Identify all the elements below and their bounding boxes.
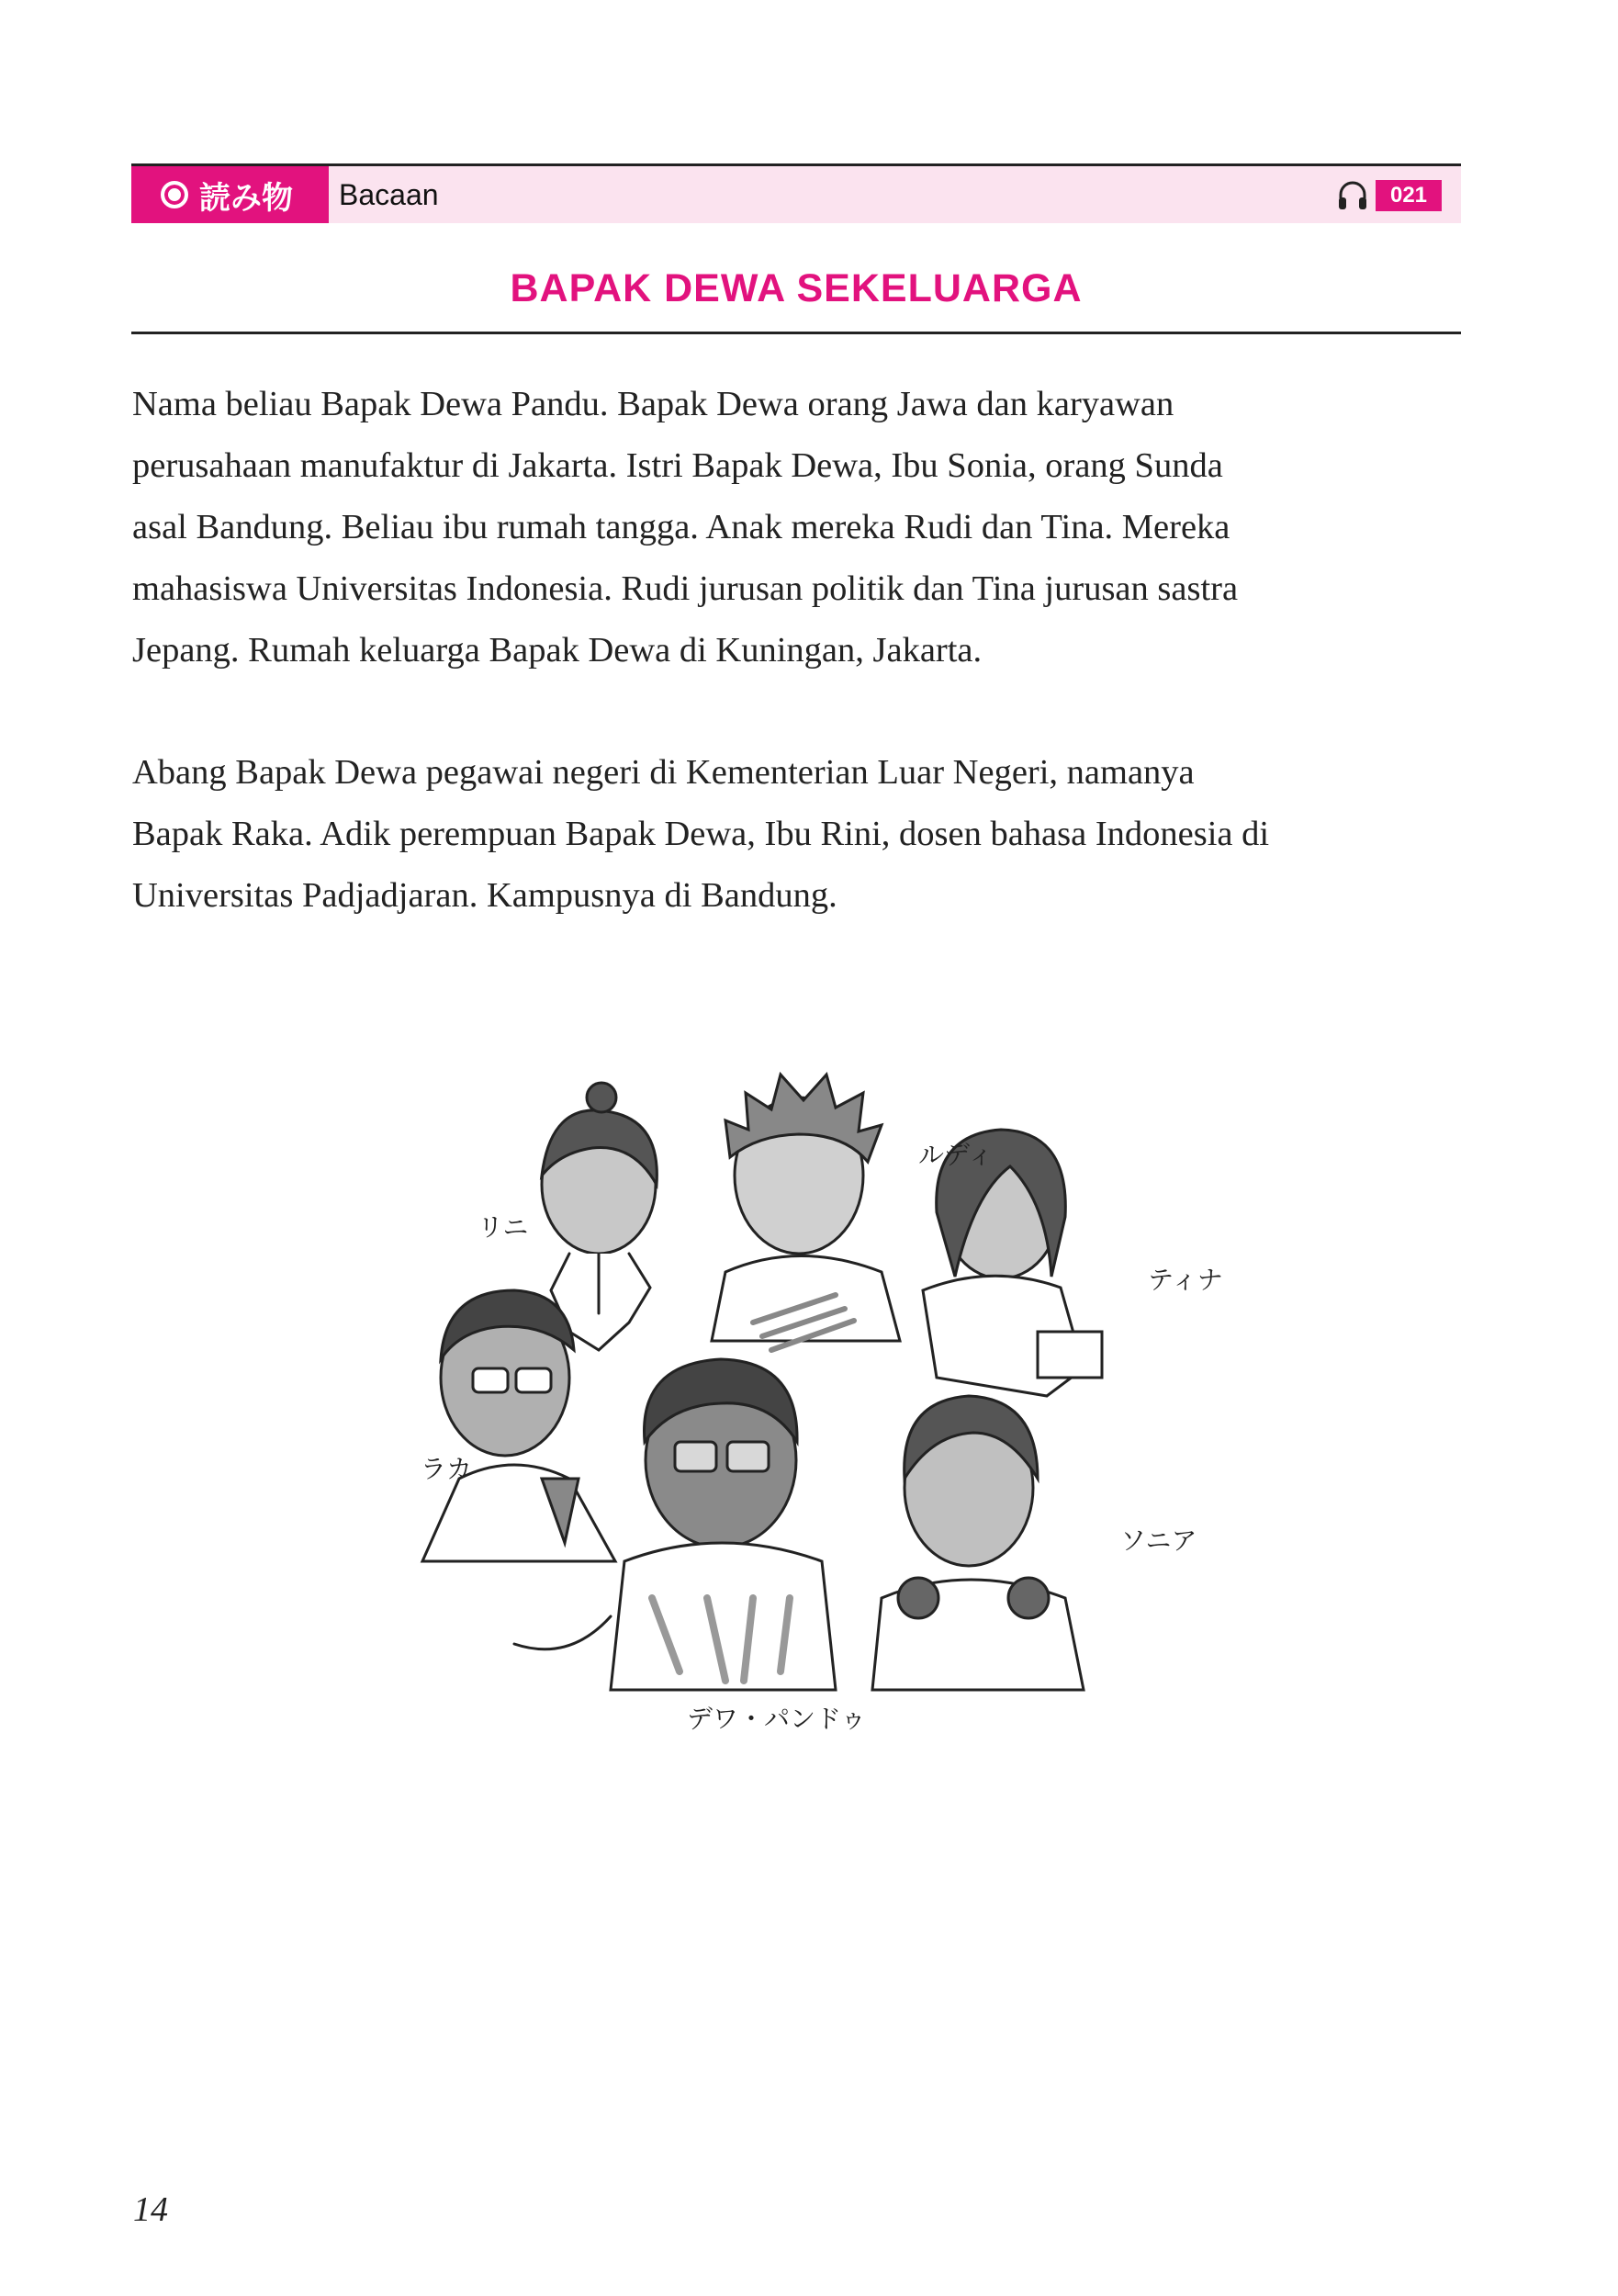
section-label: Bacaan	[339, 178, 439, 211]
text-line: perusahaan manufaktur di Jakarta. Istri Bapak Dewa, Ibu Sonia, orang Sunda	[132, 446, 1223, 485]
title-divider	[131, 332, 1461, 334]
page-number: 14	[133, 2190, 168, 2229]
text-line: Nama beliau Bapak Dewa Pandu. Bapak Dewa orang Jawa dan karyawan	[132, 385, 1174, 423]
family-illustration	[404, 1047, 1230, 1782]
label-rini: リニ	[478, 1212, 529, 1243]
text-line: Bapak Raka. Adik perempuan Bapak Dewa, Ibu Rini, dosen bahasa Indonesia di	[132, 815, 1270, 853]
label-sonia: ソニア	[1120, 1525, 1197, 1556]
audio-track-badge[interactable]: 021	[1376, 180, 1442, 211]
text-line: asal Bandung. Beliau ibu rumah tangga. Anak mereka Rudi dan Tina. Mereka	[132, 508, 1230, 546]
text-line: Abang Bapak Dewa pegawai negeri di Kementerian Luar Negeri, namanya	[132, 753, 1195, 792]
text-line: Jepang. Rumah keluarga Bapak Dewa di Kuningan, Jakarta.	[132, 631, 983, 670]
section-header-bar	[131, 163, 1461, 223]
text-line: Universitas Padjadjaran. Kampusnya di Bandung.	[132, 876, 837, 915]
reading-tag	[131, 166, 329, 223]
page-title: BAPAK DEWA SEKELUARGA	[510, 266, 1083, 310]
label-rudi: ルディ	[918, 1140, 994, 1170]
text-line: mahasiswa Universitas Indonesia. Rudi jurusan politik dan Tina jurusan sastra	[132, 569, 1239, 608]
paragraph-1	[132, 374, 1464, 681]
paragraph-2	[132, 742, 1464, 927]
headphones-icon[interactable]	[1335, 178, 1370, 213]
label-raka: ラカ	[421, 1454, 473, 1484]
family-drawing	[404, 1047, 1230, 1782]
label-dewa: デワ・パンドゥ	[687, 1704, 867, 1734]
sonia-figure	[872, 1396, 1084, 1690]
rudi-figure	[712, 1075, 900, 1350]
reading-tag-label: 読み物	[199, 179, 293, 217]
bullet-icon	[161, 181, 188, 208]
label-tina: ティナ	[1148, 1265, 1223, 1295]
